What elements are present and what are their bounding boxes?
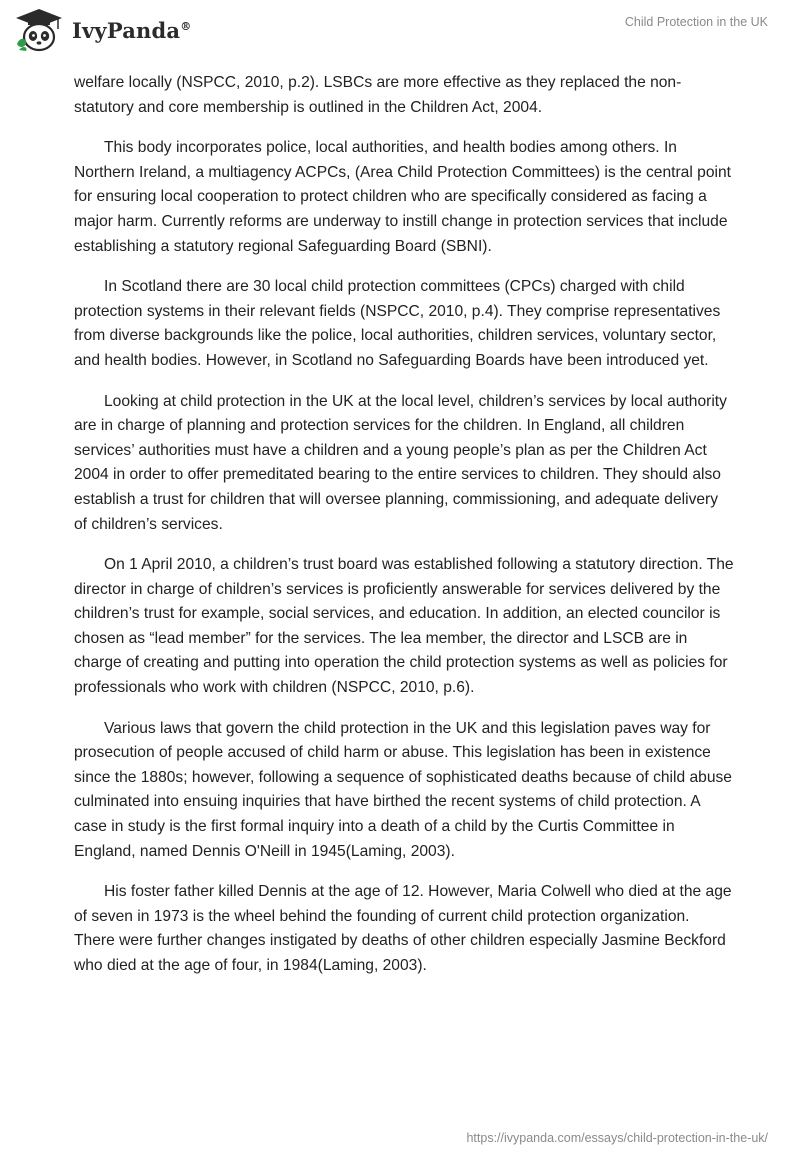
paragraph: In Scotland there are 30 local child protection committees (CPCs) charged with child protection systems in their relevant fields (NSPCC, 2010, p.4). They comprise representatives from diverse backgrounds like the police, local authorities, children services, voluntary sector, and health bodies. However, in Scotland no Safeguarding Boards have been introduced yet.: [74, 278, 721, 369]
paragraph: Various laws that govern the child protection in the UK and this legislation paves way for prosecution of people accused of child harm or abuse. This legislation has been in existence since the 1880s; however, following a sequence of sophisticated deaths because of child abuse culminated into ensuing inquiries that have birthed the recent systems of child protection. A case in study is the first formal inquiry into a death of a child by the Curtis Committee in England, named Dennis O'Neill in 1945(Laming, 2003).: [74, 719, 732, 860]
ivypanda-logo[interactable]: [14, 8, 191, 52]
panda-mascot-icon: [14, 8, 64, 52]
paragraph: His foster father killed Dennis at the age of 12. However, Maria Colwell who died at the age of seven in 1973 is the wheel behind the founding of current child protection organization. There were further changes instigated by deaths of other children especially Jasmine Beckford who died at the age of four, in 1984(Laming, 2003).: [74, 883, 732, 974]
page-header: [0, 0, 800, 60]
paragraph: This body incorporates police, local authorities, and health bodies among others. In Northern Ireland, a multiagency ACPCs, (Area Child Protection Committees) is the central point for ensuring local cooperation to protect children who are specifically considered as facing a major harm. Currently reforms are underway to instill change in protection services that include establishing a statutory regional Safeguarding Board (SBNI).: [74, 139, 731, 255]
essay-body: [74, 71, 734, 995]
document-title: Child Protection in the UK: [624, 15, 768, 29]
paragraph: welfare locally (NSPCC, 2010, p.2). LSBCs are more effective as they replaced the non-statutory and core membership is outlined in the Children Act, 2004.: [74, 74, 682, 116]
paragraph: On 1 April 2010, a children’s trust board was established following a statutory direction. The director in charge of children’s services is proficiently answerable for services delivered by the children’s trust for example, social services, and education. In addition, an elected councilor is chosen as “lead member” for the services. The lea member, the director and LSCB are in charge of creating and putting into operation the child protection systems as well as policies for professionals who work with children (NSPCC, 2010, p.6).: [74, 556, 734, 697]
source-url-link[interactable]: https://ivypanda.com/essays/child-protection-in-the-uk/: [466, 1131, 768, 1145]
paragraph: Looking at child protection in the UK at the local level, children’s services by local authority are in charge of planning and protection services for the children. In England, all children services’ authorities must have a children and a young people’s plan as per the Children Act 2004 in order to offer premeditated bearing to the entire services to children. They should also establish a trust for children that will oversee planning, commissioning, and adequate delivery of children’s services.: [74, 392, 727, 533]
brand-name: IvyPanda®: [72, 17, 192, 43]
